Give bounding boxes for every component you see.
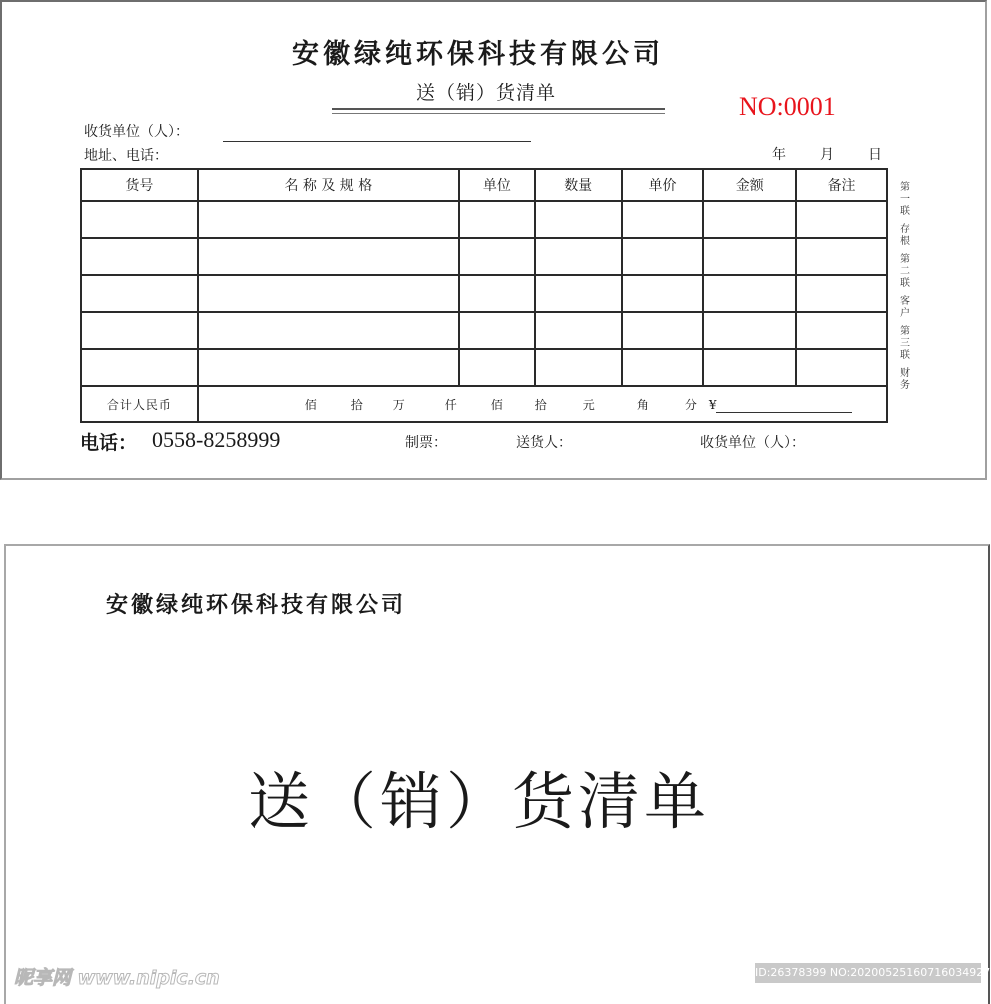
col-header-item-no: 货号 bbox=[81, 169, 198, 201]
cell[interactable] bbox=[796, 349, 887, 386]
cell[interactable] bbox=[459, 201, 535, 238]
copy-label: 第三联 bbox=[900, 326, 910, 361]
sender-label: 送货人： bbox=[516, 435, 572, 451]
col-header-amount: 金额 bbox=[703, 169, 796, 201]
cell[interactable] bbox=[198, 238, 459, 275]
cell[interactable] bbox=[81, 201, 198, 238]
cell[interactable] bbox=[622, 349, 704, 386]
unit-char: 分 bbox=[684, 398, 697, 412]
copy-labels bbox=[896, 182, 914, 398]
cell[interactable] bbox=[703, 312, 796, 349]
cell[interactable] bbox=[81, 349, 198, 386]
unit-char: 拾 bbox=[350, 398, 363, 412]
amount-in-words-cell[interactable] bbox=[198, 386, 887, 422]
amount-units bbox=[305, 396, 853, 413]
cell[interactable] bbox=[535, 275, 622, 312]
cell[interactable] bbox=[198, 275, 459, 312]
table-row bbox=[81, 275, 887, 312]
cell[interactable] bbox=[796, 275, 887, 312]
date-day: 日 bbox=[868, 147, 882, 163]
address-phone-label: 地址、电话： bbox=[84, 148, 168, 164]
cell[interactable] bbox=[535, 238, 622, 275]
cell[interactable] bbox=[81, 275, 198, 312]
col-header-quantity: 数量 bbox=[535, 169, 622, 201]
cell[interactable] bbox=[198, 201, 459, 238]
col-header-name-spec: 名 称 及 规 格 bbox=[198, 169, 459, 201]
cell[interactable] bbox=[459, 238, 535, 275]
table-header-row bbox=[81, 169, 887, 201]
copy-label: 第二联 bbox=[900, 254, 910, 289]
cell[interactable] bbox=[622, 201, 704, 238]
unit-char: 仟 bbox=[444, 398, 457, 412]
table-row bbox=[81, 238, 887, 275]
phone-label: 电话： bbox=[80, 432, 138, 454]
unit-char: 佰 bbox=[490, 398, 503, 412]
table-row bbox=[81, 201, 887, 238]
copy-label: 财务 bbox=[900, 368, 910, 391]
unit-char: 角 bbox=[636, 398, 649, 412]
cell[interactable] bbox=[703, 238, 796, 275]
cell[interactable] bbox=[622, 312, 704, 349]
col-header-unit-price: 单价 bbox=[622, 169, 704, 201]
receiver-field[interactable] bbox=[223, 141, 531, 142]
col-header-remarks: 备注 bbox=[796, 169, 887, 201]
date-row bbox=[772, 144, 882, 164]
cell[interactable] bbox=[459, 275, 535, 312]
title-underline bbox=[332, 108, 665, 114]
copy-label: 第一联 bbox=[900, 182, 910, 217]
receiver-label: 收货单位（人）： bbox=[84, 124, 189, 140]
unit-char: 佰 bbox=[304, 398, 317, 412]
cell[interactable] bbox=[198, 312, 459, 349]
table-row bbox=[81, 349, 887, 386]
cell[interactable] bbox=[459, 349, 535, 386]
company-title: 安徽绿纯环保科技有限公司 bbox=[292, 39, 664, 70]
footer-receiver-label: 收货单位（人）： bbox=[700, 435, 805, 451]
cell[interactable] bbox=[459, 312, 535, 349]
copy-label: 客户 bbox=[900, 296, 910, 319]
goods-table bbox=[80, 168, 888, 423]
phone-number: 0558-8258999 bbox=[152, 427, 281, 452]
issuer-label: 制票： bbox=[405, 435, 447, 451]
cell[interactable] bbox=[81, 312, 198, 349]
date-year: 年 bbox=[772, 147, 786, 163]
cell[interactable] bbox=[535, 201, 622, 238]
date-month: 月 bbox=[820, 147, 834, 163]
cell[interactable] bbox=[703, 349, 796, 386]
amount-figure-field[interactable] bbox=[716, 400, 852, 413]
total-label: 合计人民币 bbox=[81, 386, 198, 422]
cell[interactable] bbox=[535, 312, 622, 349]
form-number: NO:0001 bbox=[739, 92, 836, 121]
unit-char: 万 bbox=[392, 398, 405, 412]
cell[interactable] bbox=[622, 238, 704, 275]
cell[interactable] bbox=[796, 201, 887, 238]
watermark-id: ID:26378399 NO:20200525160716034927 bbox=[755, 963, 981, 983]
form-subtitle: 送（销）货清单 bbox=[416, 82, 557, 104]
watermark-logo: 昵享网 www.nipic.cn bbox=[14, 967, 220, 989]
col-header-unit: 单位 bbox=[459, 169, 535, 201]
invoice-form-card bbox=[0, 0, 987, 480]
cell[interactable] bbox=[703, 201, 796, 238]
cell[interactable] bbox=[198, 349, 459, 386]
yen-icon: ¥ bbox=[708, 398, 717, 412]
cell[interactable] bbox=[796, 312, 887, 349]
cell[interactable] bbox=[535, 349, 622, 386]
copy-label: 存根 bbox=[900, 224, 910, 247]
unit-char: 拾 bbox=[534, 398, 547, 412]
cover-title: 送（销）货清单 bbox=[248, 765, 711, 838]
cover-company-title: 安徽绿纯环保科技有限公司 bbox=[106, 592, 407, 618]
cell[interactable] bbox=[703, 275, 796, 312]
table-row bbox=[81, 312, 887, 349]
cell[interactable] bbox=[81, 238, 198, 275]
cell[interactable] bbox=[796, 238, 887, 275]
total-row bbox=[81, 386, 887, 422]
cell[interactable] bbox=[622, 275, 704, 312]
unit-char: 元 bbox=[582, 398, 595, 412]
